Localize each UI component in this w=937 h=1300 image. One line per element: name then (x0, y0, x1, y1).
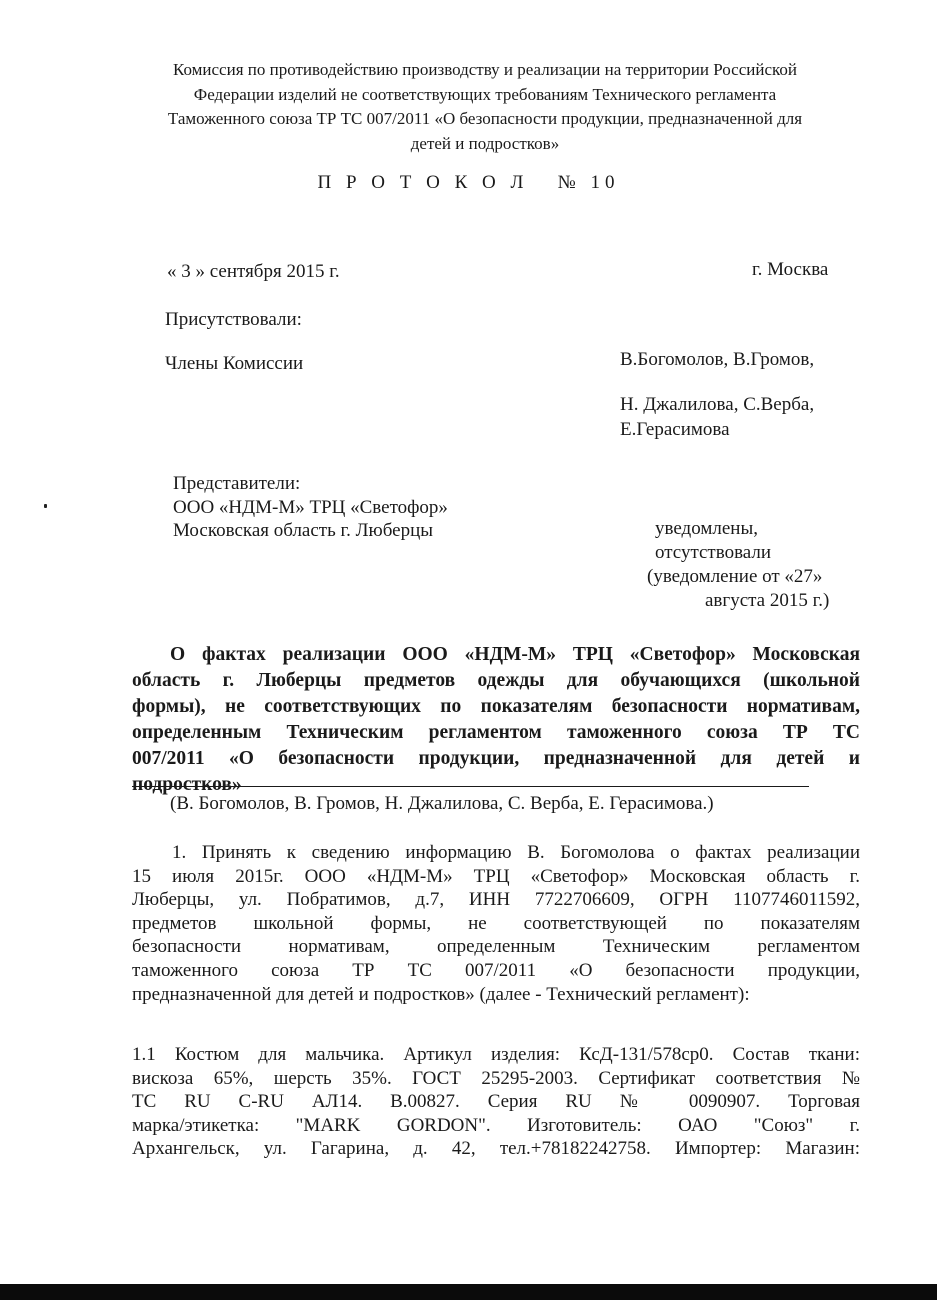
paragraph-line: предметов школьной формы, не соответствующей по показателям (132, 912, 860, 934)
notice-line: августа 2015 г.) (705, 590, 830, 611)
present-label: Присутствовали: (165, 309, 302, 330)
protocol-date: « 3 » сентября 2015 г. (167, 261, 340, 282)
paragraph-line: безопасности нормативам, определенным Техническим регламентом (132, 936, 860, 958)
paragraph-line: таможенного союза ТР ТС 007/2011 «О безопасности продукции, (132, 959, 860, 981)
members-label: Члены Комиссии (165, 353, 304, 374)
paragraph-line: ТС RU C-RU АЛ14. В.00827. Серия RU № 0090907. Торговая (132, 1091, 860, 1113)
paragraph-line: 1.1 Костюм для мальчика. Артикул изделия: КсД-131/578ср0. Состав ткани: (132, 1044, 860, 1065)
representative-location: Московская область г. Люберцы (173, 520, 434, 541)
paragraph-1 (132, 841, 860, 1006)
subject-underline (132, 786, 809, 787)
header-line: детей и подростков» (410, 133, 560, 153)
notice-line: (уведомление от «27» (647, 566, 823, 587)
paragraph-line: Люберцы, ул. Побратимов, д.7, ИНН 7722706609, ОГРН 1107746011592, (132, 889, 860, 911)
subject-line: область г. Люберцы предметов одежды для обучающихся (школьной (132, 670, 860, 691)
paragraph-line: вискоза 65%, шерсть 35%. ГОСТ 25295-2003. Сертификат соответствия № (132, 1067, 860, 1089)
paragraph-line: марка/этикетка: "MARK GORDON". Изготовитель: ОАО "Союз" г. (132, 1114, 860, 1136)
header-line: Комиссия по противодействию производству и реализации на территории Российской (172, 60, 798, 79)
representatives-label: Представители: (173, 473, 301, 494)
paragraph-line: Архангельск, ул. Гагарина, д. 42, тел.+78182242758. Импортер: Магазин: (132, 1138, 860, 1160)
protocol-title: П Р О Т О К О Л № 10 (317, 172, 620, 193)
paragraph-line: предназначенной для детей и подростков» (далее - Технический регламент): (132, 983, 750, 1005)
subject-line: формы), не соответствующих по показателям безопасности нормативам, (132, 696, 860, 717)
notice-line: отсутствовали (655, 542, 772, 563)
scan-speck (44, 504, 47, 508)
header-line: Таможенного союза ТР ТС 007/2011 «О безопасности продукции, предназначенной для (167, 109, 803, 128)
speakers-list: (В. Богомолов, В. Громов, Н. Джалилова, С. Верба, Е. Герасимова.) (170, 793, 714, 814)
subject-line: подростков» (132, 774, 242, 795)
member-names-line: В.Богомолов, В.Громов, (620, 349, 815, 370)
member-names-line: Е.Герасимова (620, 419, 730, 440)
member-names-line: Н. Джалилова, С.Верба, (620, 394, 815, 415)
notice-line: уведомлены, (655, 518, 758, 539)
representative-org: ООО «НДМ-М» ТРЦ «Светофор» (173, 497, 448, 518)
subject-line: определенным Техническим регламентом таможенного союза ТР ТС (132, 722, 860, 743)
subject-line: О фактах реализации ООО «НДМ-М» ТРЦ «Светофор» Московская (170, 644, 860, 665)
scan-bottom-edge (0, 1284, 937, 1300)
commission-header (120, 58, 850, 156)
paragraph-1-1 (132, 1043, 860, 1161)
paragraph-line: 15 июля 2015г. ООО «НДМ-М» ТРЦ «Светофор» Московская область г. (132, 865, 860, 887)
agenda-subject (132, 642, 860, 798)
header-line: Федерации изделий не соответствующих требованиям Технического регламента (193, 84, 777, 104)
subject-line: 007/2011 «О безопасности продукции, предназначенной для детей и (132, 748, 860, 769)
paragraph-line: 1. Принять к сведению информацию В. Богомолова о фактах реализации (172, 842, 860, 863)
protocol-city: г. Москва (752, 259, 829, 280)
